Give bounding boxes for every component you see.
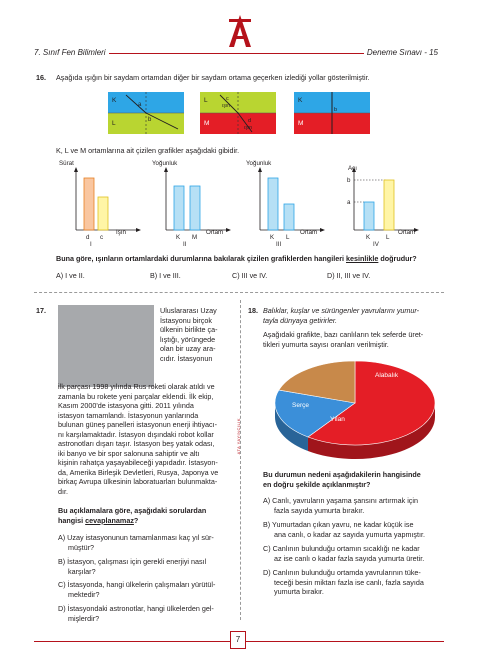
svg-text:K: K [270,234,275,241]
q16-question: Buna göre, ışınların ortamlardaki durumlarına bakılarak çizilen grafiklerden hangileri kesinlikle doğrudur? [56,254,417,263]
q18-intro: Aşağıdaki grafikte, bazı canlıların tek seferde üret- tikleri yumurta sayısı oranları verilmiştir. [263,330,424,349]
svg-text:L: L [286,234,290,241]
svg-text:b: b [148,117,152,123]
svg-text:Sürat: Sürat [59,160,74,167]
diagram1-bottom-label: L [112,120,116,127]
publisher-logo [227,14,253,48]
q18-option-d[interactable]: D) Canlının bulunduğu ortamda yavrularının tüke- teceği besin miktarı fazla ise canlı, fazla sayıda yumurta bırakır. [263,568,424,596]
q17-option-b[interactable]: B) İstasyon, çalışması için gerekli enerjiyi nasıl karşılar? [58,557,207,576]
svg-text:d: d [86,234,90,241]
q16-prompt: Aşağıda ışığın bir saydam ortamdan diğer bir saydam ortama geçerken izlediği yollar gösterilmiştir. [56,73,370,82]
svg-text:IV: IV [373,241,379,248]
svg-text:L: L [204,97,208,104]
svg-text:M: M [192,234,198,241]
q17-option-a[interactable]: A) Uzay istasyonunun tamamlanması kaç yıl sür- müştür? [58,533,214,552]
graph2-bar-K [174,186,184,230]
svg-text:d: d [248,118,252,124]
space-station-image [58,305,154,387]
svg-text:II: II [183,241,187,248]
column-divider [240,300,241,620]
q16-option-d[interactable]: D) II, III ve IV. [327,271,371,280]
q16-option-a[interactable]: A) I ve II. [56,271,85,280]
svg-text:ışın: ışın [244,125,253,131]
svg-text:L: L [386,234,390,241]
svg-text:ışın: ışın [222,103,231,109]
svg-text:Ortam: Ortam [206,229,224,236]
svg-text:c: c [100,234,104,241]
refraction-diagram-1 [108,92,184,134]
refraction-diagram-2 [200,92,276,134]
svg-text:III: III [276,241,282,248]
svg-text:I: I [90,241,92,248]
q18-number: 18. [248,306,258,315]
svg-text:K: K [366,234,371,241]
q17-option-c[interactable]: C) İstasyonda, hangi ülkelerin çalışmaları yürütül- mektedir? [58,580,216,599]
diagram1-top-label: K [112,97,117,104]
svg-text:K: K [176,234,181,241]
svg-text:b: b [347,177,351,184]
svg-text:a: a [347,199,351,206]
svg-text:K: K [298,97,303,104]
svg-text:M: M [298,120,304,127]
refraction-diagram-3 [294,92,370,134]
svg-text:Ortam: Ortam [300,229,318,236]
graph-IV [347,165,419,248]
q18-option-c[interactable]: C) Canlının bulunduğu ortamın sıcaklığı ne kadar az ise canlı o kadar fazla sayıda yumurta üretir. [263,544,425,563]
q16-number: 16. [36,73,46,82]
svg-text:Yoğunluk: Yoğunluk [246,160,272,167]
graph-III [246,160,325,248]
svg-text:Yoğunluk: Yoğunluk [152,160,178,167]
q16-graphs [56,160,452,248]
q17-number: 17. [36,306,46,315]
q17-question: Bu açıklamalara göre, aşağıdaki sorulardan hangisi cevaplanamaz? [58,506,207,525]
section-divider [34,292,444,293]
publisher-side-text: ATA YAYINCILIK [236,418,241,455]
graph3-bar-K [268,178,278,230]
pie-label-2: Yılan [330,416,345,423]
pie-label-1: Serçe [292,402,309,409]
graph3-bar-L [284,204,294,230]
q17-body: ilk parçası 1998 yılında Rus roketi olarak atıldı ve zamanla bu rokete yeni parçalar eklendi. İlk ekip, Kasım 2000'de istasyona gitti. 2011 yılında istasyon tamamlandı. İstasyonun yanlarında bulunan güneş panelleri istasyonun enerji ihtiyacı- nı karşılamaktadır. İstasyon dışındaki robot kollar astronotları dışarı taşır. İstasyon beş yatak odası, iki banyo ve bir spor salonuna sahiptir ve altı kişinin rahatça yaşayabileceği yapıdadır. İstasyon- da, Amerika Birleşik Devletleri, Rusya, Japonya ve birkaç Avrupa ülkesinin laboratuarları bulunmakta- dır. [58,382,219,496]
q16-option-b[interactable]: B) I ve III. [150,271,181,280]
q18-option-a[interactable]: A) Canlı, yavruların yaşama şansını artırmak için fazla sayıda yumurta bırakır. [263,496,418,515]
q18-question: Bu durumun nedeni aşağıdakilerin hangisinde en doğru şekilde açıklanmıştır? [263,470,421,489]
q16-graph-intro: K, L ve M ortamlarına ait çizilen grafikler aşağıdaki gibidir. [56,146,240,155]
egg-count-pie-chart [270,355,440,465]
svg-text:M: M [204,120,210,127]
page-header [34,48,438,62]
q17-wrap-text: Uluslararası Uzay İstasyonu birçok ülkenin birlikte ça- lıştığı, yörüngede olan bir uzay ara- cıdır. İstasyonun [160,306,218,363]
svg-text:c: c [226,96,229,102]
svg-text:Işın: Işın [116,229,126,236]
graph4-bar-K [364,202,374,230]
q18-prompt: Balıklar, kuşlar ve sürüngenler yavrularını yumur- tayla dünyaya getirirler. [263,306,420,325]
svg-text:Ortam: Ortam [398,229,416,236]
q17-option-d[interactable]: D) İstasyondaki astronotlar, hangi ülkelerden gel- mişlerdir? [58,604,214,623]
q16-option-c[interactable]: C) III ve IV. [232,271,268,280]
svg-text:b: b [334,107,338,113]
page-number: 7 [230,631,246,649]
graph1-bar-c [98,197,108,230]
graph2-bar-M [190,186,200,230]
graph-II [152,160,231,248]
pie-label-0: Alabalık [375,372,399,379]
svg-text:a: a [138,102,142,108]
graph1-bar-d [84,178,94,230]
subject-title: 7. Sınıf Fen Bilimleri [31,48,109,59]
svg-text:Açı: Açı [348,165,357,172]
graph4-bar-L [384,180,394,230]
q18-option-b[interactable]: B) Yumurtadan çıkan yavru, ne kadar küçük ise ana canlı, o kadar az sayıda yumurta yapmıştır. [263,520,426,539]
graph-I [59,160,141,248]
exam-title: Deneme Sınavı - 15 [364,48,441,59]
